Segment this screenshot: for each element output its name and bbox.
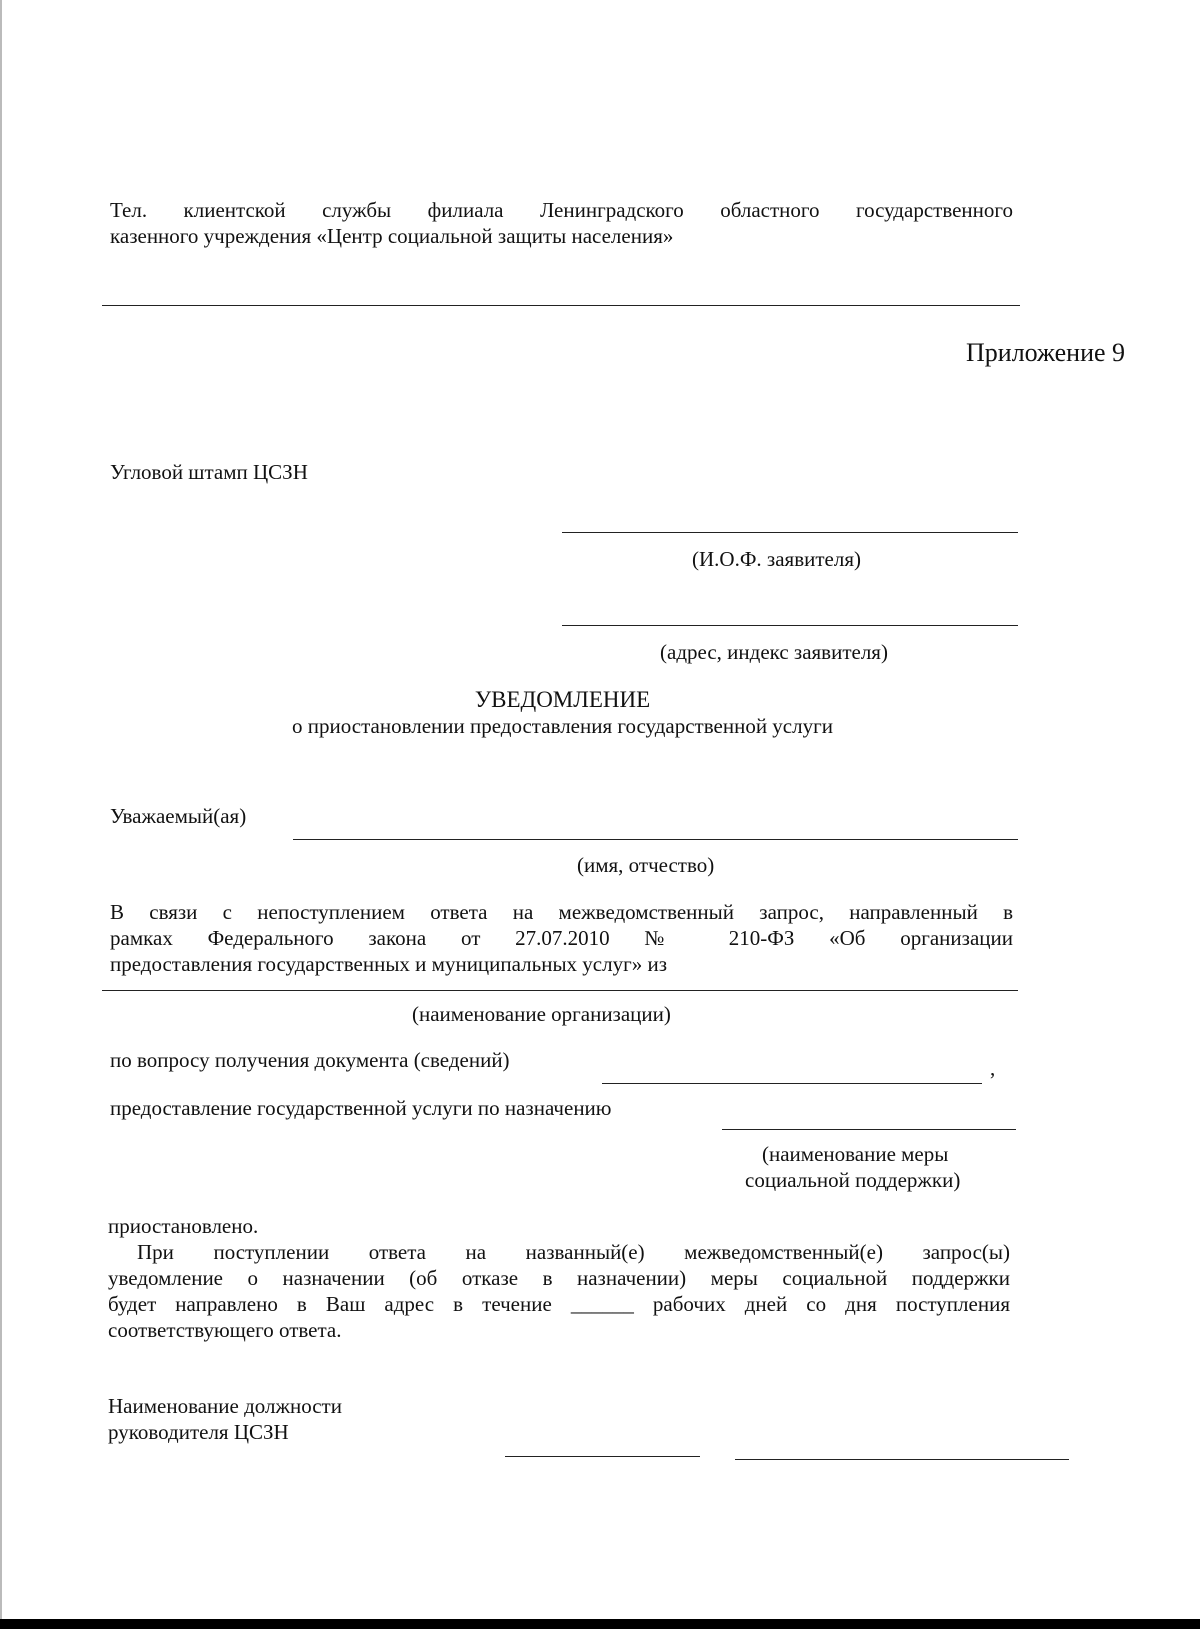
header-line-1: Тел. клиентской службы филиала Ленинградского областного государственного (110, 198, 1013, 222)
organization-caption: (наименование организации) (412, 1002, 671, 1026)
corner-stamp-label: Угловой штамп ЦСЗН (110, 460, 308, 484)
document-question-label: по вопросу получения документа (сведений) (110, 1048, 510, 1072)
paragraph-1-line-3: предоставления государственных и муниципальных услуг» из (110, 952, 668, 976)
appendix-label: Приложение 9 (966, 338, 1126, 367)
organization-line (102, 990, 1018, 991)
scan-bottom-edge (0, 1619, 1200, 1629)
support-measure-caption-2: социальной поддержки) (745, 1168, 961, 1192)
applicant-name-line (562, 532, 1018, 533)
greeting-label: Уважаемый(ая) (110, 804, 247, 828)
position-title-line-2: руководителя ЦСЗН (108, 1420, 289, 1444)
greeting-caption: (имя, отчество) (577, 853, 715, 877)
paragraph-2-line-4: соответствующего ответа. (108, 1318, 342, 1342)
document-line (602, 1083, 982, 1084)
paragraph-2-line-2: уведомление о назначении (об отказе в назначении) меры социальной поддержки (108, 1266, 1010, 1290)
support-measure-caption-1: (наименование меры (762, 1142, 949, 1166)
paragraph-2-line-3: будет направлено в Ваш адрес в течение ______ рабочих дней со дня поступления (108, 1292, 1010, 1316)
paragraph-1-line-1: В связи с непоступлением ответа на межведомственный запрос, направленный в (110, 900, 1013, 924)
header-divider (102, 305, 1020, 306)
paragraph-1-line-2: рамках Федерального закона от 27.07.2010 № 210-ФЗ «Об организации (110, 926, 1013, 950)
paragraph-2-line-1: При поступлении ответа на названный(е) межведомственный(е) запрос(ы) (137, 1240, 1010, 1264)
signature-line (505, 1456, 700, 1457)
applicant-address-caption: (адрес, индекс заявителя) (660, 640, 888, 664)
scan-edge (0, 0, 2, 1629)
header-line-2: казенного учреждения «Центр социальной защиты населения» (110, 224, 674, 248)
notice-subtitle: о приостановлении предоставления государственной услуги (292, 714, 833, 738)
greeting-name-line (293, 839, 1018, 840)
position-title-line-1: Наименование должности (108, 1394, 342, 1418)
support-measure-line (722, 1129, 1016, 1130)
applicant-name-caption: (И.О.Ф. заявителя) (692, 547, 861, 571)
signature-name-line (735, 1459, 1069, 1460)
applicant-address-line (562, 625, 1018, 626)
notice-title: УВЕДОМЛЕНИЕ (474, 687, 651, 712)
service-label: предоставление государственной услуги по назначению (110, 1096, 612, 1120)
suspended-label: приостановлено. (108, 1214, 259, 1238)
document-comma: , (990, 1056, 996, 1080)
